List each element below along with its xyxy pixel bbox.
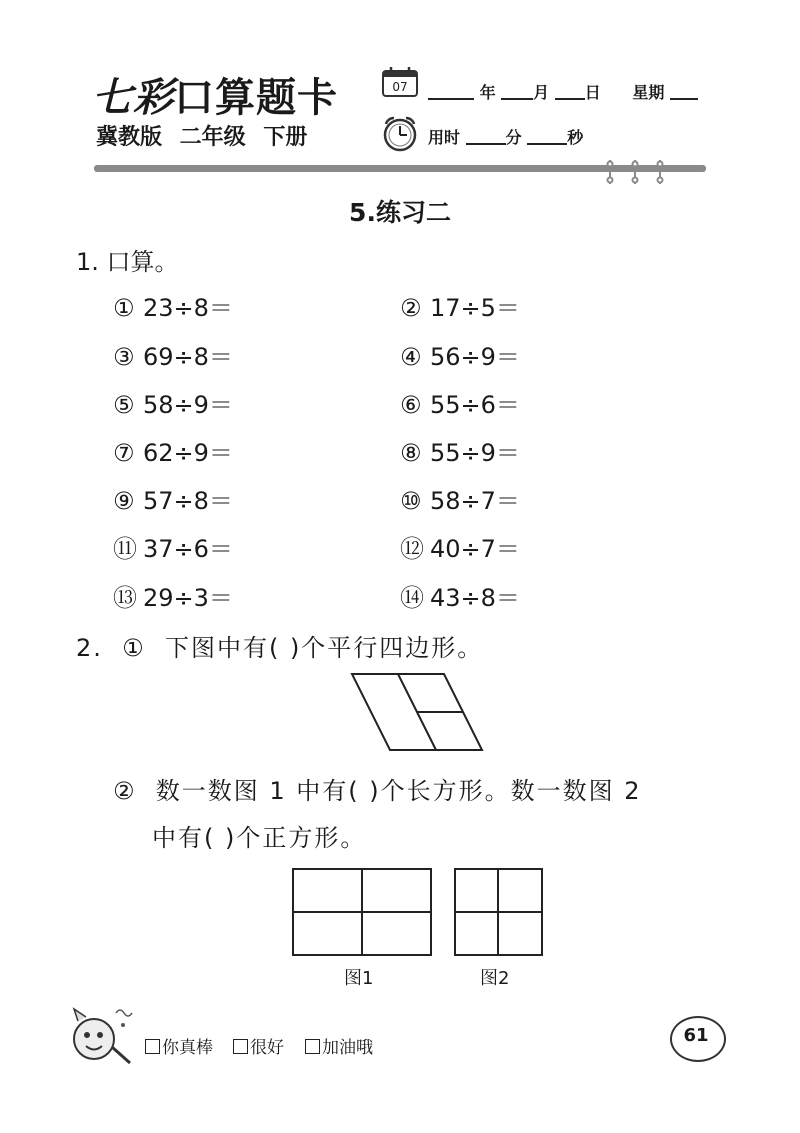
date-fields: 年 月 日 星期 — [428, 80, 698, 103]
problem-9: ⑨ 57÷8＝ — [113, 487, 233, 515]
problem-6: ⑥ 55÷6＝ — [400, 391, 520, 419]
book-logo: 七彩口算题卡 — [92, 74, 338, 121]
question-2-part-2-line-1: ② 数一数图 1 中有( )个长方形。数一数图 2 — [113, 777, 642, 805]
month-blank[interactable] — [501, 82, 533, 100]
rating-option-great[interactable]: 你真棒 — [145, 1033, 213, 1058]
rating-option-keep-going[interactable]: 加油哦 — [305, 1033, 373, 1058]
problem-14: ⑭ 43÷8＝ — [400, 584, 520, 612]
year-blank[interactable] — [428, 82, 474, 100]
minutes-blank[interactable] — [466, 127, 506, 145]
edition-label: 冀教版 二年级 下册 — [96, 125, 308, 150]
checkbox-icon[interactable] — [233, 1039, 248, 1054]
problem-2: ② 17÷5＝ — [400, 294, 520, 322]
clock-icon — [381, 115, 419, 153]
calendar-icon — [381, 66, 419, 98]
page-number: 61 — [683, 1025, 709, 1046]
figure-2-squares — [452, 866, 546, 958]
figure-2-caption: 图2 — [480, 968, 510, 989]
figure-1-caption: 图1 — [344, 968, 374, 989]
problem-8: ⑧ 55÷9＝ — [400, 439, 520, 467]
figure-1-rectangles — [290, 866, 436, 958]
problem-5: ⑤ 58÷9＝ — [113, 391, 233, 419]
problem-4: ④ 56÷9＝ — [400, 343, 520, 371]
divider-decoration — [602, 160, 672, 186]
checkbox-icon[interactable] — [305, 1039, 320, 1054]
parallelogram-figure — [348, 670, 488, 754]
problem-1: ① 23÷8＝ — [113, 294, 233, 322]
problem-11: ⑪ 37÷6＝ — [113, 535, 233, 563]
problem-10: ⑩ 58÷7＝ — [400, 487, 520, 515]
rating-option-good[interactable]: 很好 — [233, 1033, 284, 1058]
problem-13: ⑬ 29÷3＝ — [113, 584, 233, 612]
seconds-blank[interactable] — [527, 127, 567, 145]
weekday-blank[interactable] — [670, 82, 698, 100]
day-blank[interactable] — [555, 82, 585, 100]
mascot-icon — [66, 1003, 136, 1069]
calendar-number: 07 — [392, 80, 408, 94]
time-used-fields: 用时 分 秒 — [428, 128, 584, 147]
problem-12: ⑫ 40÷7＝ — [400, 535, 520, 563]
problem-7: ⑦ 62÷9＝ — [113, 439, 233, 467]
lesson-title: 5.练习二 — [349, 198, 451, 227]
question-1-heading: 1. 口算。 — [76, 248, 179, 276]
problem-3: ③ 69÷8＝ — [113, 343, 233, 371]
question-2-part-2-line-2: 中有( )个正方形。 — [152, 824, 367, 852]
question-2-part-1: 2. ① 下图中有( )个平行四边形。 — [76, 634, 484, 662]
checkbox-icon[interactable] — [145, 1039, 160, 1054]
